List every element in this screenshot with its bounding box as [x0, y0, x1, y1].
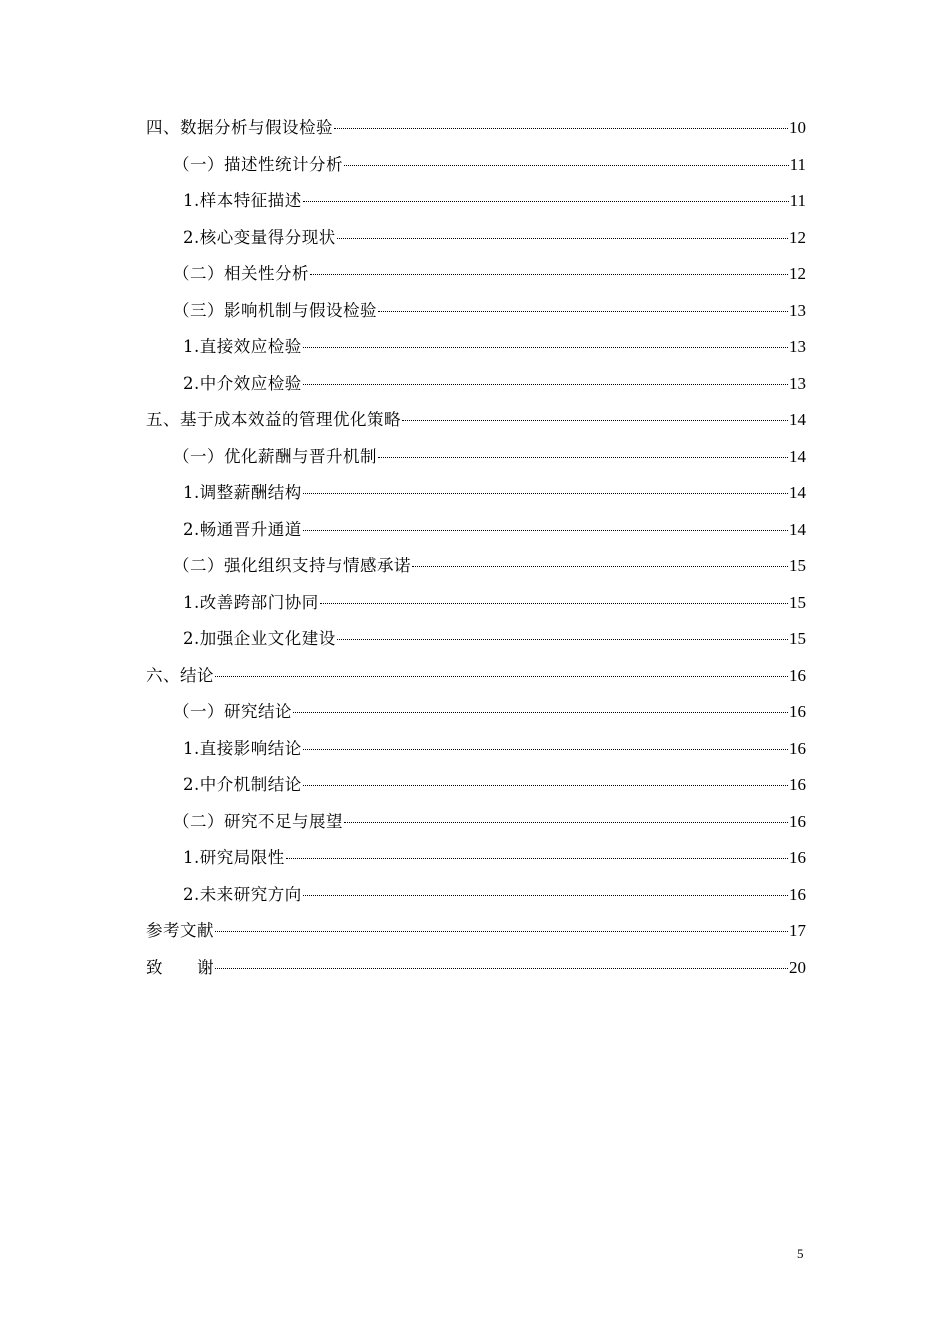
- toc-entry-label: 五、基于成本效益的管理优化策略: [146, 410, 401, 429]
- toc-entry-label: 2.未来研究方向: [183, 884, 302, 904]
- toc-entry-page: 16: [789, 702, 806, 721]
- toc-entry-label: 2.核心变量得分现状: [183, 227, 336, 247]
- toc-entry-label: 2.中介机制结论: [183, 775, 302, 794]
- toc-entry[interactable]: [146, 950, 806, 987]
- toc-entry-page: 13: [789, 337, 806, 356]
- toc-entry-page: 14: [789, 410, 806, 429]
- toc-entry-page: 16: [789, 884, 806, 904]
- table-of-contents: [146, 110, 806, 986]
- toc-entry-label: （二）强化组织支持与情感承诺: [173, 556, 411, 575]
- toc-entry[interactable]: [146, 183, 806, 220]
- page-number: 5: [797, 1246, 804, 1261]
- toc-entry-page: 15: [789, 592, 806, 612]
- toc-entry[interactable]: [146, 694, 806, 731]
- toc-entry[interactable]: [146, 840, 806, 877]
- toc-dot-leader: [215, 931, 788, 932]
- toc-entry-page: 16: [789, 775, 806, 794]
- toc-entry-label: （一）优化薪酬与晋升机制: [173, 446, 377, 466]
- toc-entry-page: 11: [789, 154, 806, 174]
- toc-entry-page: 15: [789, 629, 806, 648]
- toc-dot-leader: [320, 603, 788, 604]
- toc-entry-page: 16: [789, 848, 806, 867]
- toc-entry-page: 12: [789, 264, 806, 283]
- toc-entry[interactable]: [146, 402, 806, 439]
- toc-entry[interactable]: [146, 585, 806, 622]
- toc-entry[interactable]: [146, 767, 806, 804]
- toc-entry-label: 1.改善跨部门协同: [183, 592, 319, 612]
- toc-entry-page: 15: [789, 556, 806, 575]
- toc-entry-page: 16: [789, 738, 806, 758]
- toc-entry[interactable]: [146, 804, 806, 841]
- toc-entry[interactable]: [146, 913, 806, 950]
- toc-entry-label: 参考文献: [146, 921, 214, 940]
- toc-entry-label: 1.调整薪酬结构: [183, 483, 302, 502]
- toc-dot-leader: [344, 822, 788, 823]
- toc-dot-leader: [378, 311, 788, 312]
- toc-entry[interactable]: [146, 366, 806, 403]
- toc-dot-leader: [293, 712, 788, 713]
- toc-entry[interactable]: [146, 329, 806, 366]
- toc-entry-page: 10: [789, 118, 806, 137]
- toc-entry[interactable]: [146, 877, 806, 914]
- toc-dot-leader: [344, 165, 789, 166]
- toc-entry-page: 11: [789, 191, 806, 210]
- toc-entry-page: 20: [789, 957, 806, 977]
- toc-entry[interactable]: [146, 439, 806, 476]
- toc-entry-label: 四、数据分析与假设检验: [146, 118, 333, 137]
- toc-entry-label: 1.样本特征描述: [183, 191, 302, 210]
- toc-dot-leader: [402, 420, 788, 421]
- toc-entry-page: 14: [789, 483, 806, 502]
- toc-dot-leader: [215, 676, 788, 677]
- toc-dot-leader: [303, 347, 788, 348]
- toc-dot-leader: [412, 566, 788, 567]
- toc-entry-label: 2.加强企业文化建设: [183, 629, 336, 648]
- toc-dot-leader: [303, 749, 788, 750]
- toc-entry[interactable]: [146, 256, 806, 293]
- toc-entry-label: 2.畅通晋升通道: [183, 519, 302, 539]
- toc-dot-leader: [303, 201, 789, 202]
- toc-entry[interactable]: [146, 658, 806, 695]
- toc-entry[interactable]: [146, 110, 806, 147]
- toc-entry[interactable]: [146, 293, 806, 330]
- toc-entry-page: 16: [789, 811, 806, 831]
- toc-entry[interactable]: [146, 147, 806, 184]
- toc-dot-leader: [310, 274, 788, 275]
- toc-dot-leader: [337, 639, 788, 640]
- toc-dot-leader: [303, 530, 788, 531]
- toc-entry-page: 14: [789, 446, 806, 466]
- toc-dot-leader: [303, 493, 788, 494]
- toc-entry-label: 六、结论: [146, 665, 214, 685]
- toc-entry-label: （三）影响机制与假设检验: [173, 300, 377, 320]
- toc-dot-leader: [378, 457, 788, 458]
- toc-entry[interactable]: [146, 621, 806, 658]
- toc-dot-leader: [303, 895, 788, 896]
- toc-entry[interactable]: [146, 220, 806, 257]
- toc-entry-label: （二）相关性分析: [173, 264, 309, 283]
- toc-dot-leader: [303, 384, 788, 385]
- toc-entry-label: （二）研究不足与展望: [173, 811, 343, 831]
- toc-entry[interactable]: [146, 731, 806, 768]
- toc-entry-label: 1.研究局限性: [183, 848, 285, 867]
- toc-entry-label: 1.直接效应检验: [183, 337, 302, 356]
- toc-entry-label: 2.中介效应检验: [183, 373, 302, 393]
- toc-entry[interactable]: [146, 475, 806, 512]
- toc-entry[interactable]: [146, 548, 806, 585]
- toc-entry-page: 12: [789, 227, 806, 247]
- toc-dot-leader: [286, 858, 788, 859]
- toc-entry-page: 14: [789, 519, 806, 539]
- toc-entry-page: 17: [789, 921, 806, 940]
- toc-entry-label: 致 谢: [146, 957, 214, 977]
- toc-entry-label: （一）研究结论: [173, 702, 292, 721]
- toc-entry-page: 16: [789, 665, 806, 685]
- toc-dot-leader: [215, 968, 788, 969]
- toc-entry-page: 13: [789, 300, 806, 320]
- toc-entry-label: 1.直接影响结论: [183, 738, 302, 758]
- toc-entry[interactable]: [146, 512, 806, 549]
- toc-entry-label: （一）描述性统计分析: [173, 154, 343, 174]
- toc-dot-leader: [337, 238, 788, 239]
- toc-dot-leader: [334, 128, 788, 129]
- toc-entry-page: 13: [789, 373, 806, 393]
- toc-dot-leader: [303, 785, 788, 786]
